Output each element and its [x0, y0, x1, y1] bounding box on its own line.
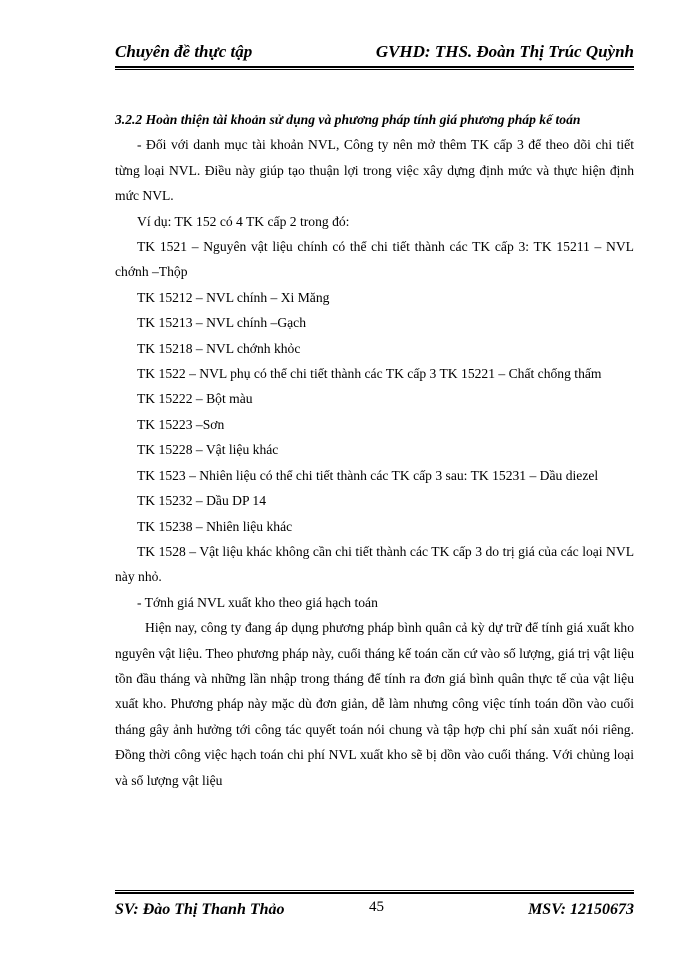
- paragraph-6: TK 15218 – NVL chớnh khỏc: [137, 340, 301, 356]
- page-body: [115, 107, 634, 793]
- section-title: 3.2.2 Hoàn thiện tài khoản sử dụng và phương pháp tính giá phương pháp kế toán: [115, 112, 581, 127]
- header-supervisor: GVHD: THS. Đoàn Thị Trúc Quỳnh: [375, 42, 634, 61]
- paragraph-3: TK 1521 – Nguyên vật liệu chính có thể chi tiết thành các TK cấp 3: TK 15211 – NVL chớnh –Thộp: [115, 239, 634, 280]
- paragraph-16: Hiện nay, công ty đang áp dụng phương pháp bình quân cả kỳ dự trữ để tính giá xuất kho nguyên vật liệu. Theo phương pháp này, cuối tháng kế toán căn cứ vào số lượng, giá trị vật liệu tồn đầu tháng và những lần nhập trong tháng để tính ra đơn giá bình quân thực tế của vật liệu xuất kho. Phương pháp này mặc dù đơn giản, dễ làm nhưng công việc tính toán dồn vào cuối tháng gây ảnh hưởng tới công tác quyết toán nói chung và tập hợp chi phí sản xuất nói riêng. Đồng thời công việc hạch toán chi phí NVL xuất kho sẽ bị dồn vào cuối tháng. Với chủng loại và số lượng vật liệu: [115, 620, 634, 788]
- paragraph-1: - Đối với danh mục tài khoản NVL, Công ty nên mở thêm TK cấp 3 để theo dõi chi tiết từng loại NVL. Điều này giúp tạo thuận lợi trong việc xây dựng định mức và thực hiện định mức NVL.: [115, 137, 634, 204]
- footer-student-id: MSV: 12150673: [528, 901, 634, 918]
- paragraph-13: TK 15238 – Nhiên liệu khác: [137, 518, 293, 534]
- page-footer: [115, 899, 634, 923]
- paragraph-15: - Tớnh giá NVL xuất kho theo giá hạch toán: [137, 594, 378, 610]
- header-document-type: Chuyên đề thực tập: [115, 42, 253, 61]
- paragraph-2: Ví dụ: TK 152 có 4 TK cấp 2 trong đó:: [137, 213, 350, 229]
- page-header: [115, 38, 634, 66]
- paragraph-9: TK 15223 –Sơn: [137, 416, 225, 432]
- footer-divider: [115, 890, 634, 894]
- paragraph-4: TK 15212 – NVL chính – Xi Măng: [137, 289, 330, 305]
- footer-student-name: SV: Đào Thị Thanh Thảo: [115, 901, 285, 918]
- paragraph-14: TK 1528 – Vật liệu khác không cần chi tiết thành các TK cấp 3 do trị giá của các loại NVL này nhỏ.: [115, 543, 634, 585]
- paragraph-12: TK 15232 – Dầu DP 14: [137, 493, 267, 509]
- paragraph-8: TK 15222 – Bột màu: [137, 391, 253, 407]
- paragraph-7: TK 1522 – NVL phụ có thể chi tiết thành các TK cấp 3 TK 15221 – Chất chống thấm: [137, 366, 602, 382]
- paragraph-10: TK 15228 – Vật liệu khác: [137, 442, 279, 458]
- paragraph-5: TK 15213 – NVL chính –Gạch: [137, 315, 307, 331]
- paragraph-11: TK 1523 – Nhiên liệu có thể chi tiết thành các TK cấp 3 sau: TK 15231 – Dầu diezel: [137, 467, 599, 483]
- header-divider: [115, 66, 634, 70]
- page-number: 45: [369, 899, 384, 915]
